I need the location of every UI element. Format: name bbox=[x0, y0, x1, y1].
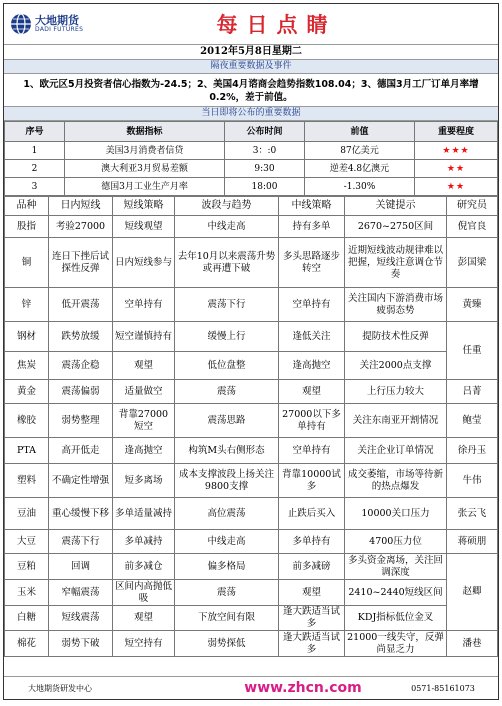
short-strategy: 日内短线参与 bbox=[113, 238, 175, 288]
short-strategy: 背靠27000短空 bbox=[113, 404, 175, 438]
trend-view: 震荡 bbox=[175, 580, 279, 606]
short-strategy: 短空持有 bbox=[113, 631, 175, 657]
key-tip: 近期短线波动规律难以把握，短线注意调仓节奏 bbox=[345, 238, 447, 288]
trend-view: 震荡思路 bbox=[175, 404, 279, 438]
mid-strategy: 逢高抛空 bbox=[279, 352, 345, 380]
analyst-name: 牛伟 bbox=[447, 464, 498, 498]
today-data-table bbox=[4, 121, 498, 196]
analyst-name: 鲍莹 bbox=[447, 404, 498, 438]
report-title: 每日点睛 bbox=[216, 13, 337, 37]
column-header: 短线策略 bbox=[113, 197, 175, 216]
watermark-text: www.zhcn.com bbox=[244, 680, 362, 696]
intraday-view: 震荡下行 bbox=[49, 530, 113, 554]
table-row bbox=[5, 631, 498, 657]
overnight-section-title: 隔夜重要数据及事件 bbox=[4, 60, 498, 74]
trend-view: 去年10月以来震荡升势或再遭下破 bbox=[175, 238, 279, 288]
mid-strategy: 持有多单 bbox=[279, 216, 345, 238]
indicator-name: 德国3月工业生产月率 bbox=[65, 178, 225, 196]
intraday-view: 短线震荡 bbox=[49, 606, 113, 631]
commodity-name: 黄金 bbox=[5, 380, 49, 404]
key-tip: 多头资金离场，关注回调深度 bbox=[345, 554, 447, 580]
mid-strategy: 观望 bbox=[279, 380, 345, 404]
key-tip: 提防技术性反弹 bbox=[345, 322, 447, 352]
report-date: 2012年5月8日星期二 bbox=[4, 45, 498, 60]
mid-strategy: 多单持有 bbox=[279, 530, 345, 554]
research-center-name: 大地期货研发中心 bbox=[28, 683, 92, 693]
intraday-view: 重心缓慢下移 bbox=[49, 498, 113, 530]
column-header: 波段与趋势 bbox=[175, 197, 279, 216]
intraday-view: 不确定性增强 bbox=[49, 464, 113, 498]
short-strategy: 前多减仓 bbox=[113, 554, 175, 580]
commodity-name: 钢材 bbox=[5, 322, 49, 352]
key-tip: 关注东南亚开割情况 bbox=[345, 404, 447, 438]
commodity-name: 棉花 bbox=[5, 631, 49, 657]
column-header: 前值 bbox=[305, 122, 415, 142]
table-row bbox=[5, 530, 498, 554]
column-header: 品种 bbox=[5, 197, 49, 216]
table-row bbox=[5, 142, 498, 160]
intraday-view: 震荡偏弱 bbox=[49, 380, 113, 404]
short-strategy: 空单持有 bbox=[113, 288, 175, 322]
column-header: 研究员 bbox=[447, 197, 498, 216]
trend-view: 中线走高 bbox=[175, 216, 279, 238]
short-strategy: 适量做空 bbox=[113, 380, 175, 404]
column-header: 序号 bbox=[5, 122, 65, 142]
contact-phone: 0571-85161073 bbox=[411, 683, 475, 693]
trend-view: 低位盘整 bbox=[175, 352, 279, 380]
analyst-name: 徐丹玉 bbox=[447, 438, 498, 464]
intraday-view: 连日下挫后试探性反弹 bbox=[49, 238, 113, 288]
logo-english-name: DADI FUTURES bbox=[35, 25, 84, 33]
company-logo bbox=[4, 6, 115, 42]
row-number: 1 bbox=[5, 142, 65, 160]
short-strategy: 观望 bbox=[113, 606, 175, 631]
commodity-name: 大豆 bbox=[5, 530, 49, 554]
overnight-events-text: 1、欧元区5月投资者信心指数为-24.5；2、美国4月谘商会趋势指数108.04；3、德国3月工厂订单月率增0.2%，差于前值。 bbox=[4, 74, 498, 107]
analyst-name: 吕菁 bbox=[447, 380, 498, 404]
key-tip: 成交萎缩，市场等待新的热点爆发 bbox=[345, 464, 447, 498]
table-row bbox=[5, 216, 498, 238]
trend-view: 成本支撑波段上扬关注9800支撑 bbox=[175, 464, 279, 498]
table-row bbox=[5, 322, 498, 352]
mid-strategy: 前多减磅 bbox=[279, 554, 345, 580]
mid-strategy: 空单持有 bbox=[279, 288, 345, 322]
trend-view: 震荡下行 bbox=[175, 288, 279, 322]
table-row bbox=[5, 438, 498, 464]
analyst-name: 潘巷 bbox=[447, 631, 498, 657]
trend-view: 缓慢上行 bbox=[175, 322, 279, 352]
intraday-view: 震荡企稳 bbox=[49, 352, 113, 380]
mid-strategy: 多头思路逐步转空 bbox=[279, 238, 345, 288]
commodity-name: 玉米 bbox=[5, 580, 49, 606]
table-row bbox=[5, 352, 498, 380]
intraday-view: 跌势放缓 bbox=[49, 322, 113, 352]
key-tip: 关注2000点支撑 bbox=[345, 352, 447, 380]
key-tip: 2670~2750区间 bbox=[345, 216, 447, 238]
short-strategy: 多单适量减持 bbox=[113, 498, 175, 530]
release-time: 3：:0 bbox=[225, 142, 305, 160]
intraday-view: 窄幅震荡 bbox=[49, 580, 113, 606]
importance-stars: ★★ bbox=[415, 160, 498, 178]
trend-view: 震荡 bbox=[175, 380, 279, 404]
commodity-header-row bbox=[5, 197, 498, 216]
table-row bbox=[5, 464, 498, 498]
commodity-strategy-table bbox=[4, 196, 498, 657]
short-strategy: 短线观望 bbox=[113, 216, 175, 238]
commodity-name: 股指 bbox=[5, 216, 49, 238]
table-row bbox=[5, 606, 498, 631]
table-row bbox=[5, 404, 498, 438]
mid-strategy: 观望 bbox=[279, 580, 345, 606]
today-data-section-title: 当日即将公布的重要数据 bbox=[4, 107, 498, 121]
key-tip: 关注企业订单情况 bbox=[345, 438, 447, 464]
mid-strategy: 逢低关注 bbox=[279, 322, 345, 352]
logo-chinese-name: 大地期货 bbox=[35, 14, 79, 28]
commodity-name: 豆油 bbox=[5, 498, 49, 530]
intraday-view: 弱势下破 bbox=[49, 631, 113, 657]
table-row bbox=[5, 380, 498, 404]
short-strategy: 短空谨慎持有 bbox=[113, 322, 175, 352]
trend-view: 下放空间有限 bbox=[175, 606, 279, 631]
analyst-name: 倪官良 bbox=[447, 216, 498, 238]
row-number: 2 bbox=[5, 160, 65, 178]
table-row bbox=[5, 288, 498, 322]
intraday-view: 高开低走 bbox=[49, 438, 113, 464]
mid-strategy: 逢大跌适当试多 bbox=[279, 631, 345, 657]
analyst-name: 张云飞 bbox=[447, 498, 498, 530]
commodity-name: 塑料 bbox=[5, 464, 49, 498]
analyst-name: 黄臻 bbox=[447, 288, 498, 322]
short-strategy: 观望 bbox=[113, 352, 175, 380]
trend-view: 弱势探低 bbox=[175, 631, 279, 657]
indicator-name: 美国3月消费者信贷 bbox=[65, 142, 225, 160]
analyst-name: 赵卿 bbox=[447, 554, 498, 631]
commodity-name: 铜 bbox=[5, 238, 49, 288]
report-footer bbox=[4, 676, 498, 699]
trend-view: 偏多格局 bbox=[175, 554, 279, 580]
commodity-name: 焦炭 bbox=[5, 352, 49, 380]
importance-stars: ★★★ bbox=[415, 142, 498, 160]
previous-value: 87亿美元 bbox=[305, 142, 415, 160]
trend-view: 构筑M头右侧形态 bbox=[175, 438, 279, 464]
mid-strategy: 27000以下多单持有 bbox=[279, 404, 345, 438]
commodity-name: 锌 bbox=[5, 288, 49, 322]
short-strategy: 多单减持 bbox=[113, 530, 175, 554]
trend-view: 高位震荡 bbox=[175, 498, 279, 530]
release-time: 18:00 bbox=[225, 178, 305, 196]
table-row bbox=[5, 580, 498, 606]
column-header: 中线策略 bbox=[279, 197, 345, 216]
intraday-view: 考验27000 bbox=[49, 216, 113, 238]
key-tip: 2410~2440短线区间 bbox=[345, 580, 447, 606]
intraday-view: 弱势整理 bbox=[49, 404, 113, 438]
mid-strategy: 逢大跌适当试多 bbox=[279, 606, 345, 631]
key-tip: 21000一线失守，反弹尚显乏力 bbox=[345, 631, 447, 657]
key-tip: 10000关口压力 bbox=[345, 498, 447, 530]
analyst-name: 彭国梁 bbox=[447, 238, 498, 288]
mid-strategy: 空单持有 bbox=[279, 438, 345, 464]
column-header: 日内短线 bbox=[49, 197, 113, 216]
previous-value: 逆差4.8亿澳元 bbox=[305, 160, 415, 178]
report-header bbox=[4, 4, 498, 45]
table-row bbox=[5, 160, 498, 178]
mid-strategy: 止跌后买入 bbox=[279, 498, 345, 530]
mid-strategy: 背靠10000试多 bbox=[279, 464, 345, 498]
column-header: 数据指标 bbox=[65, 122, 225, 142]
table-row bbox=[5, 178, 498, 196]
key-tip: 上行压力较大 bbox=[345, 380, 447, 404]
column-header: 关键提示 bbox=[345, 197, 447, 216]
key-tip: KDJ指标低位金叉 bbox=[345, 606, 447, 631]
short-strategy: 逢高抛空 bbox=[113, 438, 175, 464]
table-row bbox=[5, 238, 498, 288]
today-data-header-row bbox=[5, 122, 498, 142]
globe-logo-icon bbox=[10, 13, 32, 35]
short-strategy: 短多离场 bbox=[113, 464, 175, 498]
key-tip: 关注国内下游消费市场疲弱态势 bbox=[345, 288, 447, 322]
table-row bbox=[5, 498, 498, 530]
trend-view: 中线走高 bbox=[175, 530, 279, 554]
column-header: 公布时间 bbox=[225, 122, 305, 142]
analyst-name: 蒋硕朋 bbox=[447, 530, 498, 554]
column-header: 重要程度 bbox=[415, 122, 498, 142]
analyst-name: 任重 bbox=[447, 322, 498, 380]
release-time: 9:30 bbox=[225, 160, 305, 178]
commodity-name: 橡胶 bbox=[5, 404, 49, 438]
key-tip: 4700压力位 bbox=[345, 530, 447, 554]
previous-value: -1.30% bbox=[305, 178, 415, 196]
table-row bbox=[5, 554, 498, 580]
importance-stars: ★★ bbox=[415, 178, 498, 196]
row-number: 3 bbox=[5, 178, 65, 196]
short-strategy: 区间内高抛低吸 bbox=[113, 580, 175, 606]
commodity-name: 白糖 bbox=[5, 606, 49, 631]
commodity-name: PTA bbox=[5, 438, 49, 464]
indicator-name: 澳大利亚3月贸易差额 bbox=[65, 160, 225, 178]
intraday-view: 回调 bbox=[49, 554, 113, 580]
daily-report-page bbox=[3, 3, 499, 700]
commodity-name: 豆粕 bbox=[5, 554, 49, 580]
intraday-view: 低开震荡 bbox=[49, 288, 113, 322]
